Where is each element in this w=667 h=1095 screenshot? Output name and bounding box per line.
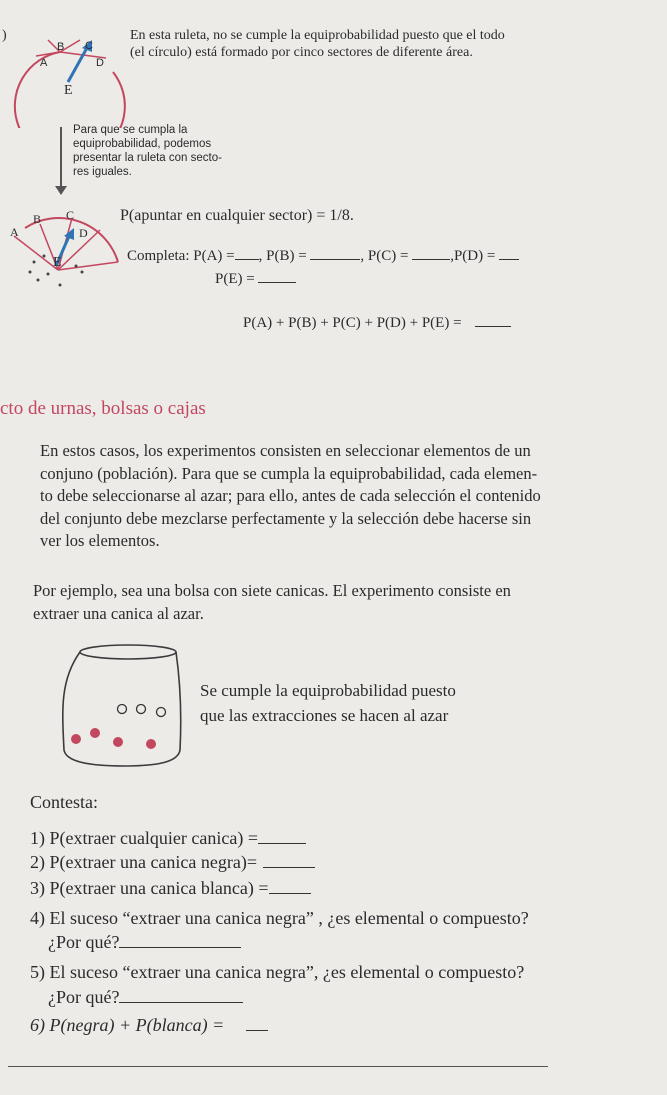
- wheel-label-c: C: [85, 40, 93, 52]
- q2-text: 2) P(extraer una canica negra)=: [30, 852, 258, 872]
- pa-blank[interactable]: [235, 259, 259, 260]
- wheel2-label-d: D: [79, 226, 88, 240]
- left-edge-paren: ): [2, 28, 7, 43]
- side-note-line-2: equiprobabilidad, podemos: [73, 138, 212, 150]
- equal-wheel-diagram: [0, 200, 125, 300]
- para1-line-4: del conjunto debe mezclarse perfectamente y la selección debe hacerse sin: [40, 508, 532, 528]
- q4-text: 4) El suceso “extraer una canica negra” , ¿es elemental o compuesto?: [30, 908, 529, 928]
- q4-blank[interactable]: [119, 947, 241, 948]
- pe-row: [215, 271, 296, 288]
- intro-line-2: (el círculo) está formado por cinco sectores de diferente área.: [130, 45, 473, 60]
- q1-blank[interactable]: [258, 843, 306, 844]
- down-arrow-icon: [55, 186, 67, 196]
- pd-blank[interactable]: [499, 259, 519, 260]
- q5-text: 5) El suceso “extraer una canica negra”, ¿es elemental o compuesto?: [30, 962, 525, 982]
- q6-text: 6) P(negra) + P(blanca) =: [30, 1015, 225, 1035]
- q3-blank[interactable]: [269, 893, 311, 894]
- side-note-line-3: presentar la ruleta con secto-: [73, 152, 222, 164]
- question-2: [30, 852, 315, 873]
- para1-line-3: to debe seleccionarse al azar; para ello, antes de cada selección el contenido: [40, 486, 541, 505]
- wheel-label-d: D: [96, 57, 104, 69]
- pb-label: , P(B) =: [258, 248, 307, 264]
- q5-why-text: ¿Por qué?: [48, 987, 120, 1007]
- wheel-label-a: A: [40, 57, 48, 69]
- note-arrow-line: [60, 127, 62, 189]
- q1-text: 1) P(extraer cualquier canica) =: [30, 828, 259, 848]
- pd-label: ,P(D) =: [450, 248, 496, 264]
- question-1: [30, 828, 306, 849]
- question-6: [30, 1015, 268, 1036]
- para1-line-5: ver los elementos.: [40, 531, 160, 550]
- question-3: [30, 878, 311, 899]
- wheel2-label-b: B: [33, 212, 42, 226]
- bag-caption: [200, 678, 456, 728]
- question-5: [30, 962, 524, 983]
- side-note: [73, 123, 222, 179]
- question-5-why: [48, 987, 243, 1008]
- contesta-label: Contesta:: [30, 792, 98, 812]
- q5-blank[interactable]: [119, 1002, 243, 1003]
- sum-label: P(A) + P(B) + P(C) + P(D) + P(E) =: [243, 315, 462, 331]
- q4-why-text: ¿Por qué?: [48, 932, 120, 952]
- intro-line-1: En esta ruleta, no se cumple la equiprobabilidad puesto que el todo: [130, 28, 505, 43]
- bag-illustration: [50, 640, 200, 775]
- wheel-label-e: E: [64, 83, 73, 98]
- para2-line-2: extraer una canica al azar.: [33, 603, 204, 623]
- question-4-why: [48, 932, 241, 953]
- paragraph-2: [33, 580, 511, 625]
- para1-line-1: En estos casos, los experimentos consisten en seleccionar elementos de un: [40, 441, 531, 460]
- answer-line[interactable]: [8, 1066, 548, 1067]
- sum-row: [243, 315, 511, 332]
- completa-label: Completa:: [127, 248, 190, 264]
- q2-blank[interactable]: [263, 867, 315, 868]
- q6-blank[interactable]: [246, 1030, 268, 1031]
- paragraph-1: [40, 440, 541, 553]
- pc-blank[interactable]: [412, 259, 450, 260]
- wheel2-label-a: A: [10, 225, 19, 239]
- section-title: cto de urnas, bolsas o cajas: [0, 398, 206, 419]
- sum-blank[interactable]: [475, 326, 511, 327]
- intro-text: [130, 27, 505, 61]
- q3-text: 3) P(extraer una canica blanca) =: [30, 878, 269, 898]
- pe-label: P(E) =: [215, 271, 255, 287]
- side-note-line-1: Para que se cumpla la: [73, 124, 188, 136]
- bag-caption-line-1: Se cumple la equiprobabilidad puesto: [200, 681, 456, 700]
- unequal-wheel-diagram: [0, 0, 130, 128]
- wheel2-label-e: E: [53, 255, 62, 270]
- pc-label: , P(C) =: [360, 248, 409, 264]
- wheel-label-b: B: [57, 41, 65, 53]
- wheel2-label-c: C: [66, 208, 75, 222]
- pb-blank[interactable]: [310, 259, 360, 260]
- side-note-line-4: res iguales.: [73, 166, 132, 178]
- p-sector-text: P(apuntar en cualquier sector) = 1/8.: [120, 207, 354, 224]
- pa-label: P(A) =: [193, 248, 235, 264]
- question-4: [30, 908, 529, 929]
- completa-row: [127, 248, 519, 265]
- bag-caption-line-2: que las extracciones se hacen al azar: [200, 706, 449, 725]
- para2-line-1: Por ejemplo, sea una bolsa con siete canicas. El experimento consiste en: [33, 581, 511, 600]
- para1-line-2: conjuno (población). Para que se cumpla la equiprobabilidad, cada elemen-: [40, 463, 538, 483]
- pe-blank[interactable]: [258, 282, 296, 283]
